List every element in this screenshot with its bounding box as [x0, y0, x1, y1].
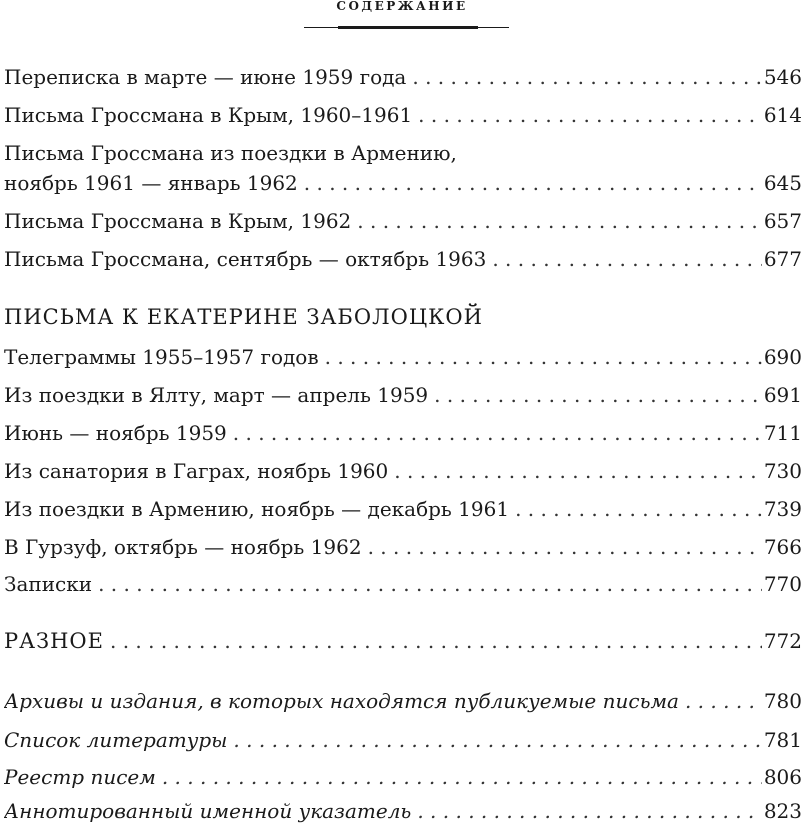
- running-head: СОДЕРЖАНИЕ: [336, 0, 468, 13]
- toc-entry-title: Из поездки в Ялту, март — апрель 1959: [4, 383, 429, 407]
- toc-entry[interactable]: [4, 244, 802, 274]
- toc-entry-page: 766: [763, 535, 802, 559]
- toc-entry[interactable]: [4, 762, 802, 792]
- toc-entry-title: Письма Гроссмана в Крым, 1960–1961: [4, 103, 413, 127]
- toc-entry[interactable]: [4, 686, 802, 716]
- dot-leader: [110, 626, 762, 656]
- dot-leader: [412, 62, 761, 92]
- toc-entry-page: 657: [763, 209, 802, 233]
- section-heading-zabolotskaya[interactable]: [4, 302, 802, 332]
- toc-entry[interactable]: [4, 62, 802, 92]
- toc-entry-page: 730: [763, 459, 802, 483]
- dot-leader: [304, 168, 762, 198]
- dot-leader: [233, 418, 762, 448]
- toc-entry[interactable]: [4, 100, 802, 130]
- toc-entry-title: В Гурзуф, октябрь — ноябрь 1962: [4, 535, 362, 559]
- toc-entry-title: Аннотированный именной указатель: [4, 799, 412, 823]
- toc-entry[interactable]: [4, 532, 802, 562]
- dot-leader: [434, 380, 762, 410]
- toc-entry-page: 823: [763, 799, 802, 823]
- dot-leader: [418, 100, 762, 130]
- toc-entry-title: Архивы и издания, в которых находятся публикуемые письма: [4, 689, 679, 713]
- dot-leader: [417, 796, 761, 826]
- dot-leader: [325, 342, 762, 372]
- toc-entry[interactable]: [4, 342, 802, 372]
- toc-entry[interactable]: [4, 456, 802, 486]
- toc-entry-title: Письма Гроссмана в Крым, 1962: [4, 209, 352, 233]
- toc-entry-title: Переписка в марте — июне 1959 года: [4, 65, 407, 89]
- toc-entry[interactable]: [4, 569, 802, 599]
- toc-entry[interactable]: [4, 206, 802, 236]
- toc-entry-page: 614: [763, 103, 802, 127]
- toc-entry-page: 770: [763, 572, 802, 596]
- section-title: ПИСЬМА К ЕКАТЕРИНЕ ЗАБОЛОЦКОЙ: [4, 305, 483, 329]
- dot-leader: [357, 206, 762, 236]
- toc-entry[interactable]: [4, 494, 802, 524]
- dot-leader: [233, 725, 761, 755]
- toc-entry-title: Из поездки в Армению, ноябрь — декабрь 1961: [4, 497, 510, 521]
- section-title: РАЗНОЕ: [4, 629, 104, 653]
- dot-leader: [162, 762, 762, 792]
- toc-entry[interactable]: [4, 418, 802, 448]
- toc-entry-page: 690: [763, 345, 802, 369]
- toc-entry-page: 806: [763, 765, 802, 789]
- toc-entry[interactable]: [4, 380, 802, 410]
- toc-entry-page: 739: [763, 497, 802, 521]
- toc-entry-page: 677: [763, 247, 802, 271]
- toc-entry-page: 645: [763, 171, 802, 195]
- toc-entry[interactable]: [4, 725, 802, 755]
- dot-leader: [98, 569, 762, 599]
- toc-entry-page: 546: [763, 65, 802, 89]
- section-heading-raznoe[interactable]: [4, 626, 802, 656]
- dot-leader: [368, 532, 762, 562]
- toc-entry-title: Список литературы: [4, 728, 228, 752]
- toc-entry-title: Записки: [4, 572, 93, 596]
- toc-entry-title: Письма Гроссмана, сентябрь — октябрь 1963: [4, 247, 487, 271]
- toc-entry-title: Июнь — ноябрь 1959: [4, 421, 227, 445]
- toc-entry-title: Реестр писем: [4, 765, 156, 789]
- toc-entry[interactable]: [4, 138, 802, 198]
- toc-entry-page: 781: [763, 728, 802, 752]
- toc-entry-page: 780: [763, 689, 802, 713]
- toc-entry-title: Телеграммы 1955–1957 годов: [4, 345, 319, 369]
- toc-entry-title-line1: Письма Гроссмана из поездки в Армению,: [4, 141, 457, 165]
- toc-entry-page: 691: [763, 383, 802, 407]
- toc-entry-title: Из санатория в Гаграх, ноябрь 1960: [4, 459, 389, 483]
- toc-entry-title: ноябрь 1961 — январь 1962: [4, 171, 298, 195]
- toc-entry[interactable]: [4, 796, 802, 826]
- dot-leader: [685, 686, 762, 716]
- dot-leader: [515, 494, 762, 524]
- toc-entry-page: 711: [763, 421, 802, 445]
- toc-entry-page: 772: [763, 629, 802, 653]
- header-rule-accent: [338, 26, 478, 29]
- dot-leader: [394, 456, 762, 486]
- dot-leader: [492, 244, 761, 274]
